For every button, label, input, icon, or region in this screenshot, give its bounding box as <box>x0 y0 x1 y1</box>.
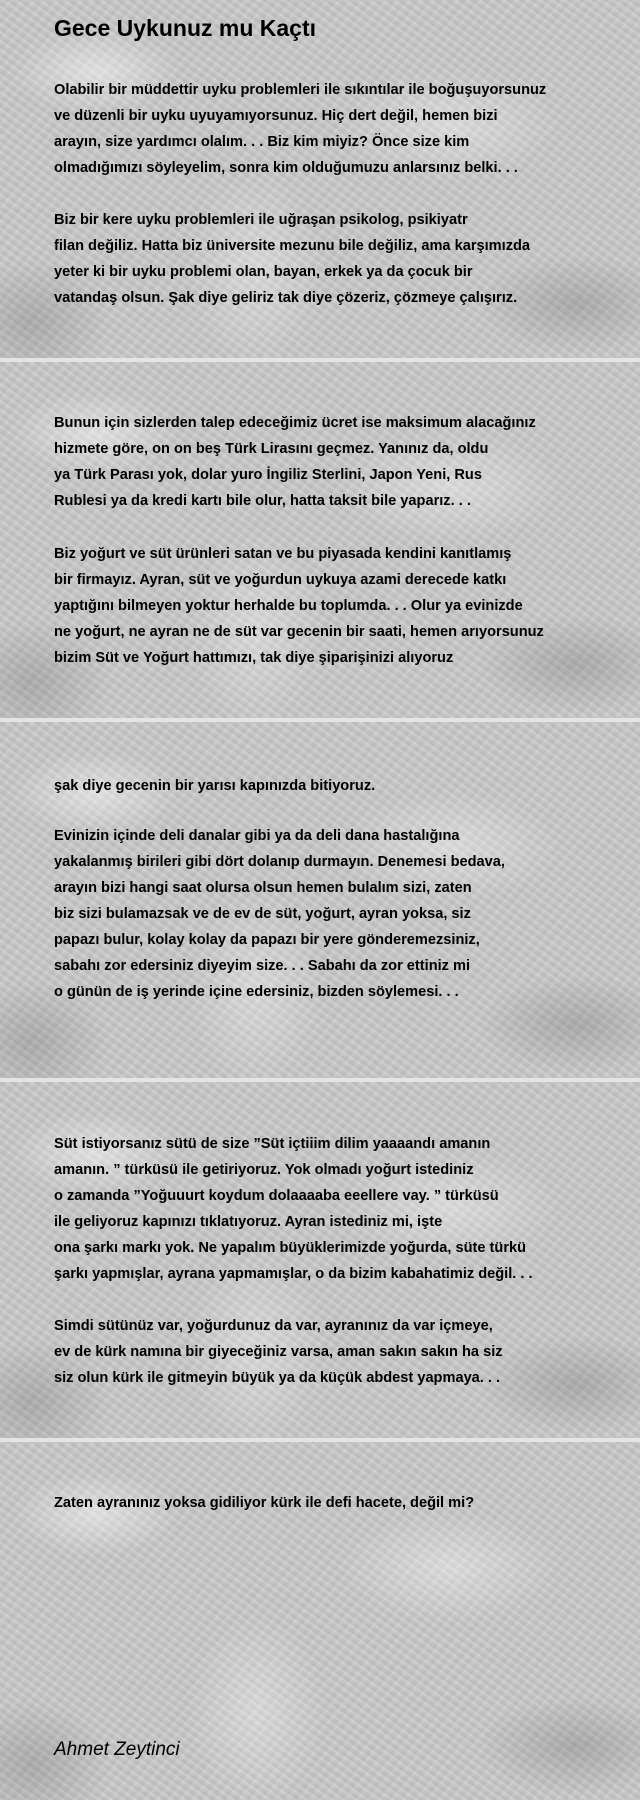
poem-line: bizim Süt ve Yoğurt hattımızı, tak diye şiparişinizi alıyoruz <box>54 650 454 666</box>
poem-line: şak diye gecenin bir yarısı kapınızda bitiyoruz. <box>54 778 376 794</box>
poem-stanza-1 <box>54 77 624 181</box>
poem-line: olmadığımızı söyleyelim, sonra kim olduğumuzu anlarsınız belki. . . <box>54 160 518 176</box>
poem-stanza-8 <box>54 1313 624 1391</box>
poem-line: Biz yoğurt ve süt ürünleri satan ve bu piyasada kendini kanıtlamış <box>54 546 512 562</box>
poem-stanza-6 <box>54 823 624 1005</box>
poem-line: ne yoğurt, ne ayran ne de süt var gecenin bir saati, hemen arıyorsunuz <box>54 624 544 640</box>
poem-line: Zaten ayranınız yoksa gidiliyor kürk ile defi hacete, değil mi? <box>54 1495 475 1511</box>
poem-stanza-7 <box>54 1131 624 1287</box>
poem-title: Gece Uykunuz mu Kaçtı <box>54 15 317 41</box>
poem-stanza-2 <box>54 207 624 311</box>
poem-line: arayın bizi hangi saat olursa olsun hemen bulalım sizi, zaten <box>54 880 472 896</box>
poem-line: ev de kürk namına bir giyeceğiniz varsa, aman sakın sakın ha siz <box>54 1344 503 1360</box>
poem-stanza-4 <box>54 541 624 671</box>
poem-line: bir firmayız. Ayran, süt ve yoğurdun uykuya azami derecede katkı <box>54 572 507 588</box>
poem-line: o zamanda ”Yoğuuurt koydum dolaaaaba eeellere vay. ” türküsü <box>54 1188 499 1204</box>
poem-line: yakalanmış birileri gibi dört dolanıp durmayın. Denemesi bedava, <box>54 854 505 870</box>
poem-line: papazı bulur, kolay kolay da papazı bir yere gönderemezsiniz, <box>54 932 480 948</box>
poem-stanza-9 <box>54 1490 624 1516</box>
poem-line: Rublesi ya da kredi kartı bile olur, hatta taksit bile yaparız. . . <box>54 493 471 509</box>
poem-line: ve düzenli bir uyku uyuyamıyorsunuz. Hiç dert değil, hemen bizi <box>54 108 498 124</box>
poem-line: yaptığını bilmeyen yoktur herhalde bu toplumda. . . Olur ya evinizde <box>54 598 523 614</box>
poem-line: Evinizin içinde deli danalar gibi ya da deli dana hastalığına <box>54 828 460 844</box>
poem-line: arayın, size yardımcı olalım. . . Biz kim miyiz? Önce size kim <box>54 134 470 150</box>
poem-stanza-3 <box>54 410 624 514</box>
poem-line: vatandaş olsun. Şak diye geliriz tak diye çözeriz, çözmeye çalışırız. <box>54 290 518 306</box>
poem-line: ya Türk Parası yok, dolar yuro İngiliz Sterlini, Japon Yeni, Rus <box>54 467 482 483</box>
poem-line: siz olun kürk ile gitmeyin büyük ya da küçük abdest yapmaya. . . <box>54 1370 501 1386</box>
poem-line: Bunun için sizlerden talep edeceğimiz ücret ise maksimum alacağınız <box>54 415 536 431</box>
poem-line: Biz bir kere uyku problemleri ile uğraşan psikolog, psikiyatr <box>54 212 468 228</box>
poem-line: ile geliyoruz kapınızı tıklatıyoruz. Ayran istediniz mi, işte <box>54 1214 443 1230</box>
poem-stanza-5 <box>54 773 624 799</box>
poem-line: o günün de iş yerinde içine edersiniz, bizden söylemesi. . . <box>54 984 459 1000</box>
poem-author: Ahmet Zeytinci <box>54 1739 180 1760</box>
poem-line: sabahı zor edersiniz diyeyim size. . . Sabahı da zor ettiniz mi <box>54 958 471 974</box>
poem-line: ona şarkı markı yok. Ne yapalım büyüklerimizde yoğurda, süte türkü <box>54 1240 527 1256</box>
poem-line: yeter ki bir uyku problemi olan, bayan, erkek ya da çocuk bir <box>54 264 473 280</box>
poem-line: Simdi sütünüz var, yoğurdunuz da var, ayranınız da var içmeye, <box>54 1318 493 1334</box>
poem-line: amanın. ” türküsü ile getiriyoruz. Yok olmadı yoğurt istediniz <box>54 1162 474 1178</box>
poem-line: biz sizi bulamazsak ve de ev de süt, yoğurt, ayran yoksa, siz <box>54 906 471 922</box>
poem-line: şarkı yapmışlar, ayrana yapmamışlar, o da bizim kabahatimiz değil. . . <box>54 1266 533 1282</box>
poem-line: filan değiliz. Hatta biz üniversite mezunu bile değiliz, ama karşımızda <box>54 238 531 254</box>
poem-line: Süt istiyorsanız sütü de size ”Süt içtiiim dilim yaaaandı amanın <box>54 1136 491 1152</box>
poem-line: Olabilir bir müddettir uyku problemleri ile sıkıntılar ile boğuşuyorsunuz <box>54 82 547 98</box>
poem-line: hizmete göre, on on beş Türk Lirasını geçmez. Yanınız da, oldu <box>54 441 489 457</box>
